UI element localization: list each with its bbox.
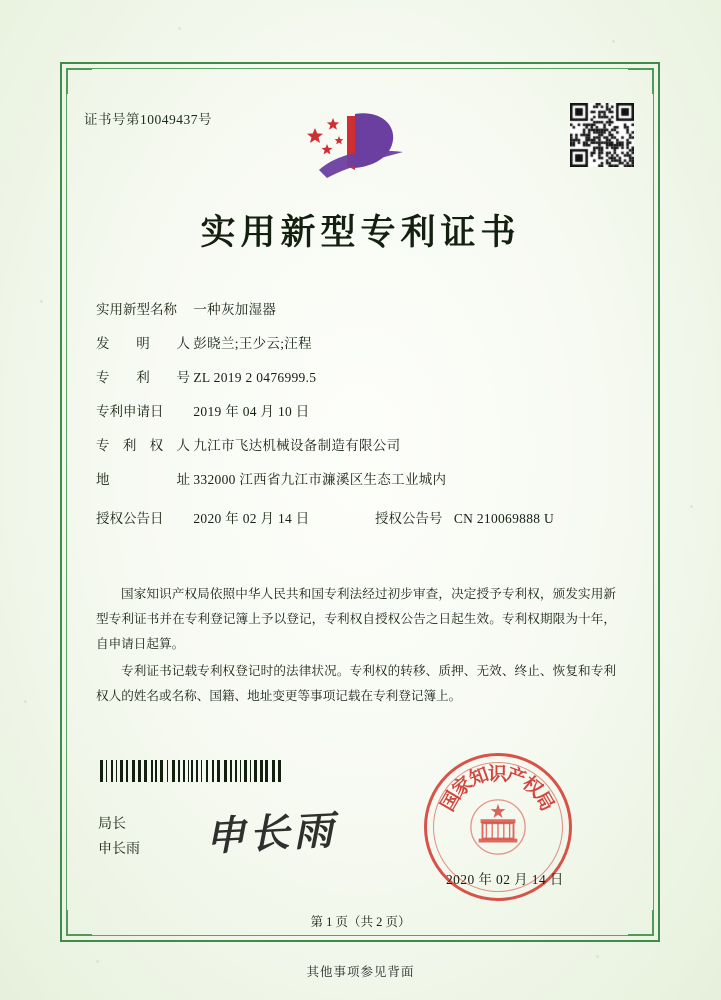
- field-row-grant: [96, 507, 626, 541]
- field-row-inventor: [96, 332, 626, 366]
- barcode-bar: [155, 760, 157, 782]
- barcode-gap: [252, 760, 253, 782]
- fields-list: [96, 298, 626, 541]
- barcode-icon: [100, 760, 285, 782]
- field-value: ZL 2019 2 0476999.5: [193, 370, 317, 385]
- barcode-gap: [209, 760, 211, 782]
- barcode-bar: [201, 760, 202, 782]
- barcode-gap: [186, 760, 187, 782]
- barcode-gap: [118, 760, 120, 782]
- barcode-gap: [221, 760, 223, 782]
- barcode-gap: [258, 760, 259, 782]
- barcode-bar: [138, 760, 141, 782]
- barcode-bar: [183, 760, 185, 782]
- certificate-number: 证书号第10049437号: [84, 112, 212, 127]
- barcode-gap: [269, 760, 271, 782]
- barcode-bar: [217, 760, 220, 782]
- barcode-bar: [172, 760, 175, 782]
- seal-character: 识: [488, 763, 508, 785]
- seal-character: 产: [503, 763, 529, 791]
- barcode-bar: [224, 760, 227, 782]
- field-label: 专 利 权 人: [96, 438, 190, 453]
- seal-character: 国: [436, 787, 465, 815]
- field-value: 一种灰加湿器: [193, 302, 277, 317]
- barcode-bar: [240, 760, 241, 782]
- field-value: 九江市飞达机械设备制造有限公司: [193, 438, 401, 453]
- barcode-bar: [254, 760, 257, 782]
- barcode-gap: [264, 760, 265, 782]
- field-label: 发 明 人: [96, 336, 190, 351]
- field-label: 实用新型名称: [96, 302, 177, 317]
- barcode-gap: [215, 760, 216, 782]
- barcode-bar: [111, 760, 113, 782]
- legal-text: [96, 582, 616, 711]
- field-label: 专利申请日: [96, 404, 164, 419]
- seal-character: 知: [466, 763, 492, 791]
- grant-number-value: CN 210069888 U: [453, 511, 555, 526]
- barcode-bar: [191, 760, 193, 782]
- field-row-patentee: [96, 434, 626, 468]
- field-row-application-date: [96, 400, 626, 434]
- barcode-bar: [235, 760, 237, 782]
- corner-ornament: [628, 68, 654, 94]
- barcode-gap: [228, 760, 230, 782]
- barcode-gap: [199, 760, 200, 782]
- barcode-bar: [167, 760, 168, 782]
- legal-paragraph: 国家知识产权局依照中华人民共和国专利法经过初步审查，决定授予专利权，颁发实用新型专利证书并在专利登记簿上予以登记，专利权自授权公告之日起生效。专利权期限为十年，自申请日起算。: [96, 587, 616, 651]
- field-row-patent-number: [96, 366, 626, 400]
- seal-emblem-icon: [467, 796, 529, 858]
- barcode-gap: [142, 760, 143, 782]
- barcode-gap: [164, 760, 166, 782]
- barcode-gap: [158, 760, 159, 782]
- field-value: 332000 江西省九江市濂溪区生态工业城内: [193, 472, 447, 487]
- barcode-bar: [260, 760, 263, 782]
- barcode-gap: [154, 760, 155, 782]
- seal-character: 家: [448, 772, 477, 802]
- field-label: 专 利 号: [96, 370, 190, 385]
- seal-date: 2020 年 02 月 14 日: [446, 872, 564, 887]
- grant-date-value: 2020 年 02 月 14 日: [193, 511, 310, 526]
- patent-office-logo-icon: [303, 108, 419, 186]
- barcode-bar: [272, 760, 275, 782]
- corner-ornament: [66, 68, 92, 94]
- barcode-bar: [144, 760, 147, 782]
- paper-speck: [596, 955, 599, 958]
- barcode-bar: [230, 760, 232, 782]
- barcode-gap: [176, 760, 177, 782]
- seal-character: 权: [518, 772, 547, 802]
- barcode-gap: [169, 760, 171, 782]
- barcode-gap: [276, 760, 277, 782]
- barcode-gap: [108, 760, 110, 782]
- barcode-gap: [233, 760, 234, 782]
- seal-character: 局: [530, 787, 559, 815]
- legal-paragraph: 专利证书记载专利权登记时的法律状况。专利权的转移、质押、无效、终止、恢复和专利权人的姓名或名称、国籍、地址变更等事项记载在专利登记簿上。: [96, 664, 616, 703]
- barcode-bar: [106, 760, 107, 782]
- barcode-bar: [160, 760, 163, 782]
- barcode-gap: [181, 760, 182, 782]
- barcode-bar: [100, 760, 103, 782]
- barcode-gap: [124, 760, 125, 782]
- barcode-bar: [126, 760, 128, 782]
- footer-note: 其他事项参见背面: [306, 965, 415, 979]
- paper-speck: [178, 27, 181, 30]
- field-value: 2019 年 04 月 10 日: [193, 404, 310, 419]
- paper-speck: [690, 505, 693, 508]
- barcode-gap: [136, 760, 137, 782]
- field-value: 彭晓兰;王少云;汪程: [193, 336, 312, 351]
- barcode-gap: [148, 760, 150, 782]
- grant-number-label: 授权公告号: [374, 511, 443, 526]
- grant-date-label: 授权公告日: [96, 511, 164, 526]
- barcode-bar: [120, 760, 123, 782]
- barcode-bar: [244, 760, 247, 782]
- barcode-bar: [278, 760, 281, 782]
- page-title: 实用新型专利证书: [200, 213, 521, 253]
- barcode-gap: [282, 760, 284, 782]
- signature-name-label: 申长雨: [98, 842, 140, 857]
- page-number: 第 1 页（共 2 页）: [310, 915, 411, 929]
- barcode-gap: [242, 760, 243, 782]
- barcode-bar: [132, 760, 135, 782]
- barcode-gap: [129, 760, 131, 782]
- barcode-bar: [212, 760, 214, 782]
- barcode-gap: [194, 760, 195, 782]
- barcode-gap: [248, 760, 249, 782]
- handwritten-signature: 申长雨: [204, 806, 339, 861]
- barcode-bar: [196, 760, 198, 782]
- barcode-bar: [116, 760, 117, 782]
- paper-speck: [24, 700, 27, 703]
- barcode-bar: [151, 760, 153, 782]
- barcode-bar: [265, 760, 268, 782]
- barcode-bar: [178, 760, 180, 782]
- qr-code-icon: [570, 103, 634, 167]
- barcode-bar: [188, 760, 189, 782]
- barcode-bar: [250, 760, 251, 782]
- field-row-address: [96, 468, 626, 502]
- barcode-gap: [114, 760, 115, 782]
- signature-block: [98, 812, 140, 862]
- barcode-gap: [190, 760, 191, 782]
- barcode-gap: [104, 760, 105, 782]
- field-label: 地 址: [96, 472, 190, 487]
- barcode-gap: [238, 760, 239, 782]
- paper-speck: [40, 300, 43, 303]
- barcode-gap: [203, 760, 205, 782]
- barcode-bar: [206, 760, 208, 782]
- paper-speck: [612, 40, 615, 43]
- signature-role-label: 局长: [98, 817, 126, 832]
- field-row-name: [96, 298, 626, 332]
